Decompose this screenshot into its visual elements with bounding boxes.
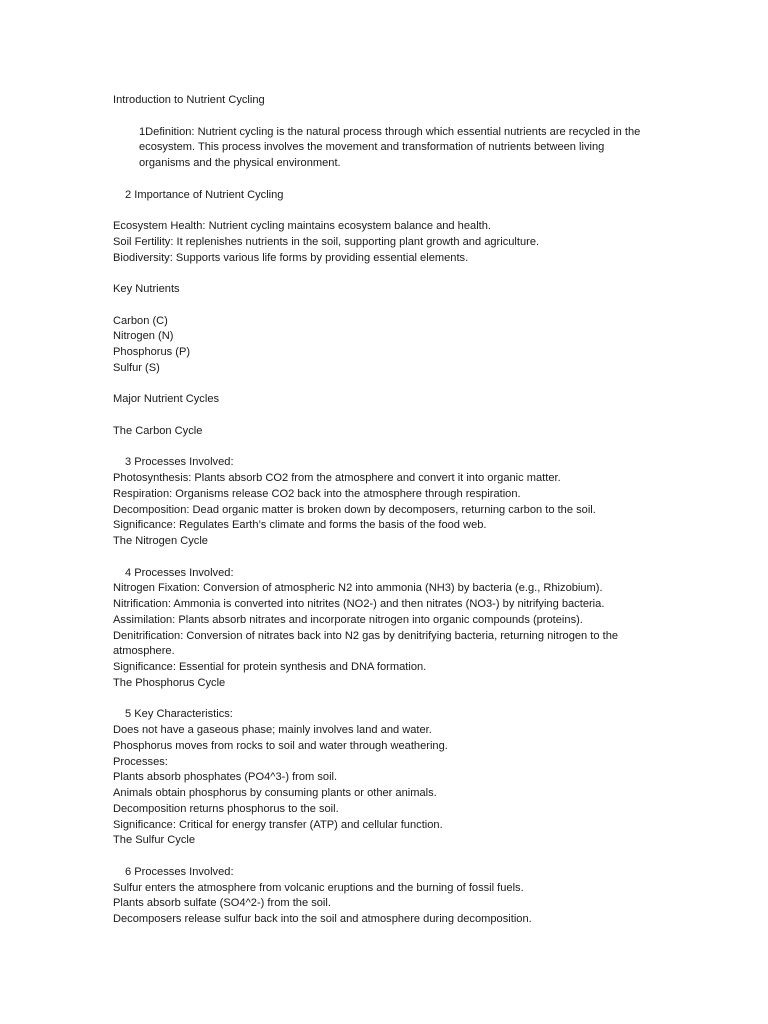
carbon-cycle-heading: The Carbon Cycle (113, 424, 203, 437)
phosphorus-characteristics-heading: 5 Key Characteristics: (125, 708, 233, 721)
phosphorus-cycle-heading: The Phosphorus Cycle (113, 676, 226, 689)
nitrogen-line: Assimilation: Plants absorb nitrates and incorporate nitrogen into organic compounds (proteins). (113, 613, 583, 626)
sulfur-line: Sulfur enters the atmosphere from volcanic eruptions and the burning of fossil fuels. (113, 881, 524, 894)
phosphorus-line: Plants absorb phosphates (PO4^3-) from soil. (113, 771, 338, 784)
nitrogen-line: Denitrification: Conversion of nitrates back into N2 gas by denitrifying bacteria, returning nitrogen to the atmosphere. (113, 629, 619, 658)
major-cycles-heading: Major Nutrient Cycles (113, 393, 220, 406)
phosphorus-line: Does not have a gaseous phase; mainly involves land and water. (113, 724, 432, 736)
importance-item: Soil Fertility: It replenishes nutrients in the soil, supporting plant growth and agriculture. (113, 235, 540, 248)
key-nutrient-item: Carbon (C) (113, 314, 168, 327)
importance-item: Biodiversity: Supports various life forms by providing essential elements. (113, 251, 469, 264)
nitrogen-line: Nitrogen Fixation: Conversion of atmospheric N2 into ammonia (NH3) by bacteria (e.g., Rhizobium). (113, 582, 603, 595)
sulfur-processes-heading: 6 Processes Involved: (125, 865, 234, 878)
phosphorus-line: Significance: Critical for energy transfer (ATP) and cellular function. (113, 818, 443, 831)
carbon-processes-heading: 3 Processes Involved: (125, 456, 234, 469)
spacer (113, 298, 658, 314)
importance-item: Ecosystem Health: Nutrient cycling maintains ecosystem balance and health. (113, 220, 491, 232)
spacer (113, 408, 658, 424)
spacer (113, 203, 658, 219)
carbon-line: Photosynthesis: Plants absorb CO2 from the atmosphere and convert it into organic matter. (113, 472, 561, 484)
key-nutrient-item: Sulfur (S) (113, 361, 160, 374)
phosphorus-line: Decomposition returns phosphorus to the soil. (113, 802, 339, 815)
nitrogen-line: Nitrification: Ammonia is converted into nitrites (NO2-) and then nitrates (NO3-) by nitrifying bacteria. (113, 598, 605, 610)
spacer (113, 172, 658, 188)
spacer (113, 692, 658, 708)
document-title: Introduction to Nutrient Cycling (113, 94, 265, 106)
phosphorus-line: Phosphorus moves from rocks to soil and water through weathering. (113, 739, 448, 752)
phosphorus-line: Processes: (113, 755, 168, 768)
spacer (113, 377, 658, 393)
spacer (113, 440, 658, 456)
carbon-line: Respiration: Organisms release CO2 back into the atmosphere through respiration. (113, 487, 521, 500)
carbon-line: Decomposition: Dead organic matter is broken down by decomposers, returning carbon to the soil. (113, 503, 596, 516)
key-nutrient-item: Nitrogen (N) (113, 330, 174, 343)
definition-paragraph: 1Definition: Nutrient cycling is the natural process through which essential nutrients are recycled in the ecosystem. This process involves the movement and transformation of nutrients between living organisms and the physical environment. (139, 125, 641, 169)
importance-heading: 2 Importance of Nutrient Cycling (125, 188, 284, 201)
nitrogen-line: Significance: Essential for protein synthesis and DNA formation. (113, 661, 427, 673)
sulfur-line: Decomposers release sulfur back into the soil and atmosphere during decomposition. (113, 913, 532, 925)
key-nutrient-item: Phosphorus (P) (113, 346, 191, 358)
phosphorus-line: Animals obtain phosphorus by consuming plants or other animals. (113, 787, 437, 799)
sulfur-cycle-heading: The Sulfur Cycle (113, 834, 196, 847)
spacer (113, 849, 658, 865)
carbon-line: Significance: Regulates Earth’s climate and forms the basis of the food web. (113, 519, 487, 532)
sulfur-line: Plants absorb sulfate (SO4^2-) from the soil. (113, 897, 331, 910)
key-nutrients-heading: Key Nutrients (113, 283, 180, 295)
spacer (113, 266, 658, 282)
spacer (113, 550, 658, 566)
spacer (113, 109, 658, 125)
nitrogen-cycle-heading: The Nitrogen Cycle (113, 535, 208, 547)
nitrogen-processes-heading: 4 Processes Involved: (125, 566, 234, 579)
document-body (113, 93, 658, 928)
